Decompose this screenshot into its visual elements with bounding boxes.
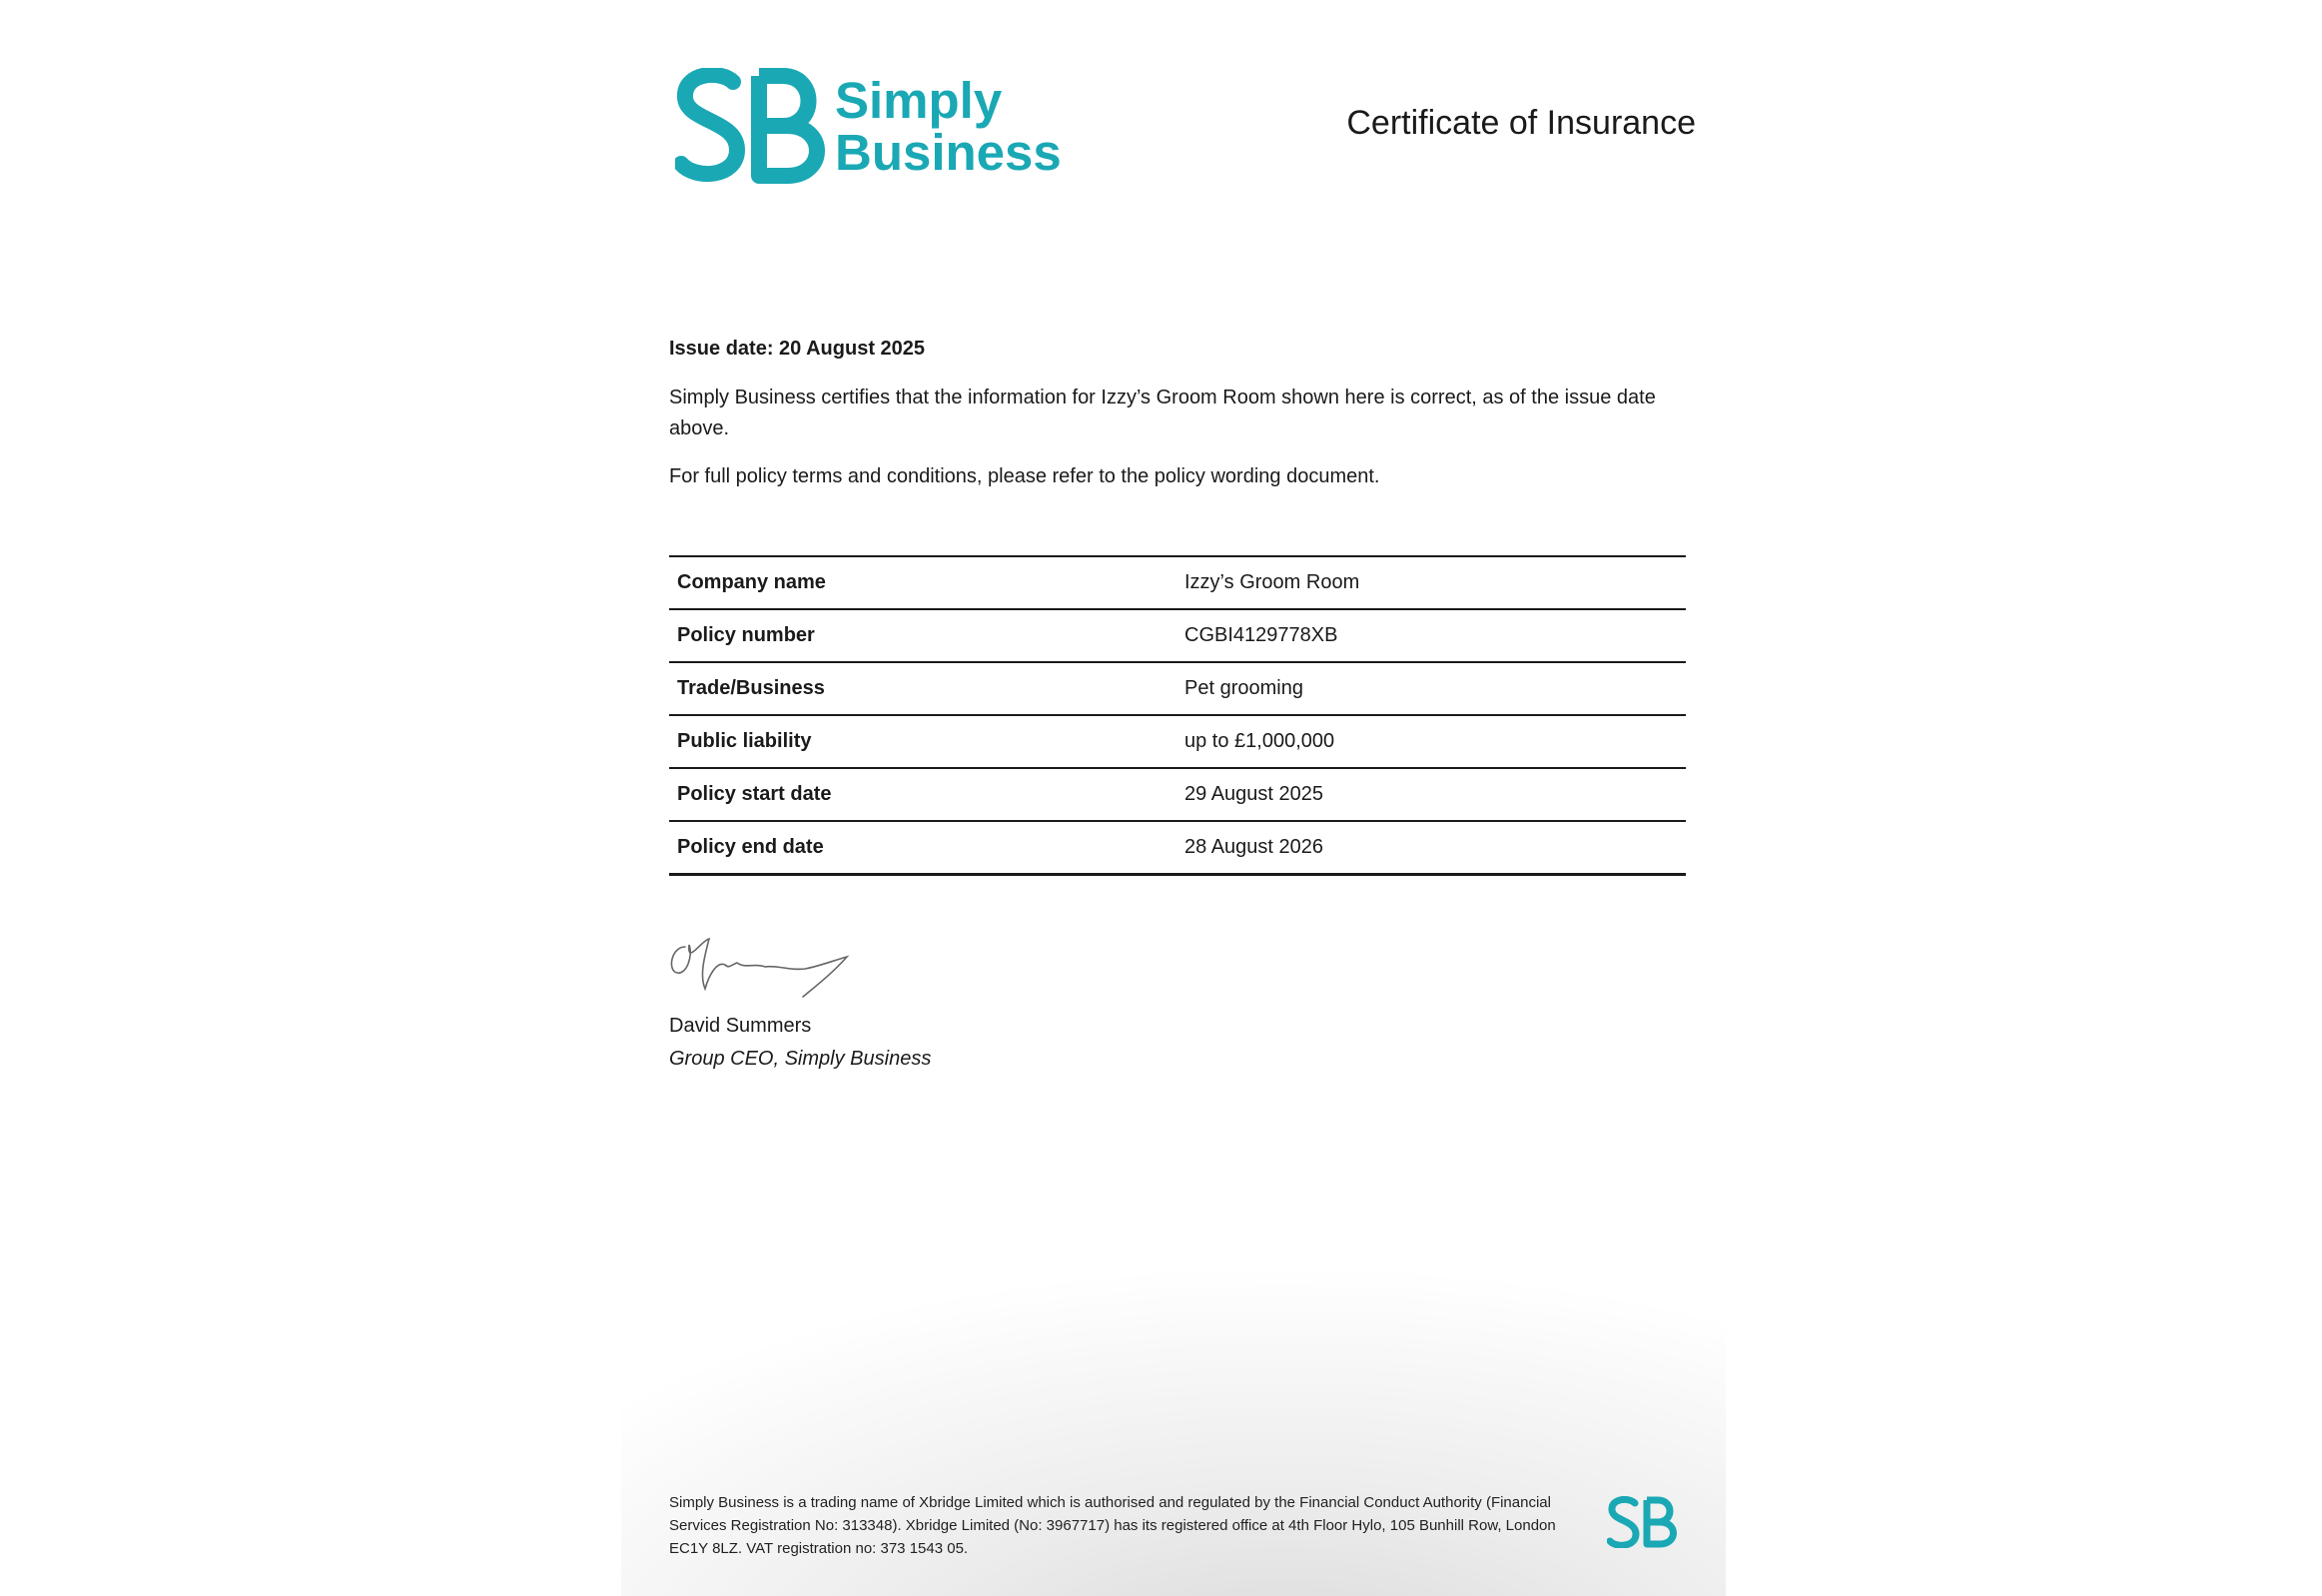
row-value: 28 August 2026 xyxy=(1184,836,1324,858)
row-label: Policy number xyxy=(669,609,1176,662)
table-row xyxy=(669,821,1686,875)
regulatory-footer: Simply Business is a trading name of Xbridge Limited which is authorised and regulated by the Financial Conduct Authority (Financial Services Registration No: 313348). Xbridge Limited (No: 3967717) has its registered office at 4th Floor Hylo, 105 Bunhill Row, London EC1Y 8LZ. VAT registration no: 373 1543 05. xyxy=(669,1494,1556,1557)
table-row xyxy=(669,715,1686,768)
row-value: CGBI4129778XB xyxy=(1176,609,1686,662)
logo-word-business: Business xyxy=(835,124,1062,181)
table-row xyxy=(669,662,1686,715)
footer-sb-logo-icon xyxy=(1607,1496,1679,1548)
page-title: Certificate of Insurance xyxy=(1346,104,1696,142)
certificate-page xyxy=(621,0,1726,1596)
row-value: Izzy’s Groom Room xyxy=(1176,556,1686,609)
signatory-name: David Summers xyxy=(669,1015,812,1037)
row-value: Pet grooming xyxy=(1176,662,1686,715)
table-row xyxy=(669,556,1686,609)
policy-details-table xyxy=(669,555,1686,876)
logo-wordmark xyxy=(835,72,1062,181)
row-value: up to £1,000,000 xyxy=(1176,715,1686,768)
terms-note: For full policy terms and conditions, please refer to the policy wording document. xyxy=(669,465,1380,487)
row-label: Policy start date xyxy=(669,768,1176,821)
sb-monogram-icon xyxy=(675,68,827,186)
table-row xyxy=(669,768,1686,821)
row-value: 29 August 2025 xyxy=(1176,768,1686,821)
row-label: Public liability xyxy=(669,715,1176,768)
simply-business-logo xyxy=(675,68,1062,186)
row-label: Company name xyxy=(669,556,1176,609)
signatory-role: Group CEO, Simply Business xyxy=(669,1048,932,1070)
signature-image xyxy=(665,935,851,1005)
certification-statement: Simply Business certifies that the information for Izzy’s Groom Room shown here is correct, as of the issue date above. xyxy=(669,387,1656,439)
table-row xyxy=(669,609,1686,662)
row-label: Trade/Business xyxy=(669,662,1176,715)
issue-date: Issue date: 20 August 2025 xyxy=(669,338,926,360)
row-label: Policy end date xyxy=(677,836,824,858)
logo-word-simply: Simply xyxy=(835,72,1003,129)
